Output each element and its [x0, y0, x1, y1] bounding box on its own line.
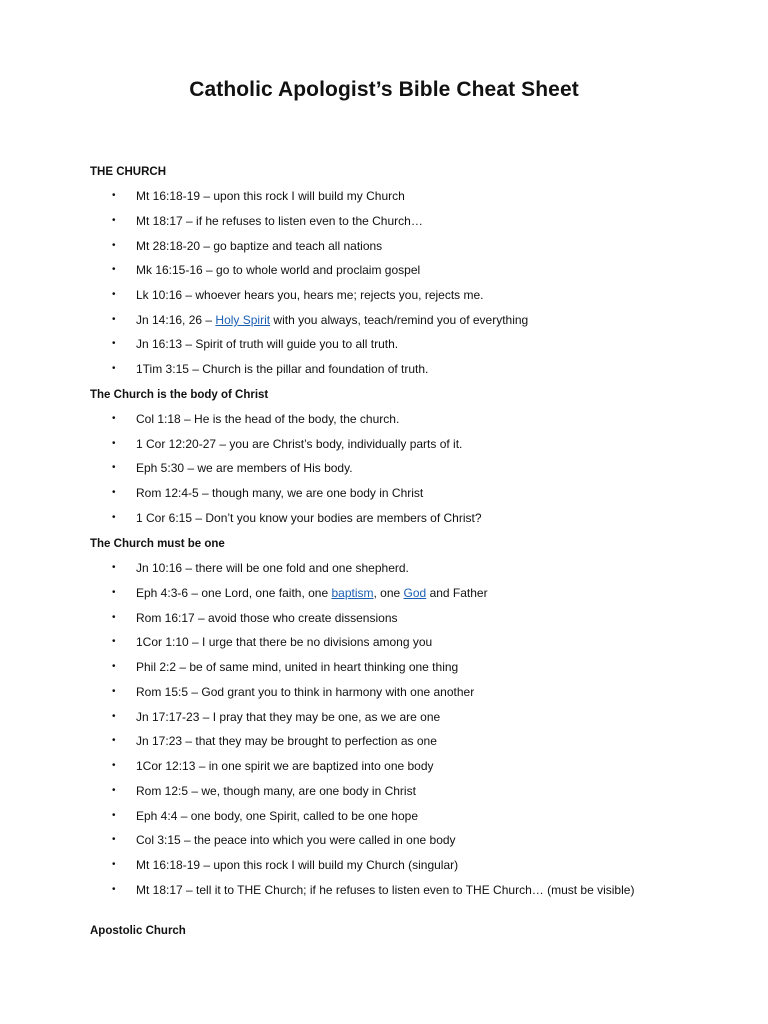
list-item: [112, 213, 672, 229]
bullet: •: [112, 438, 116, 449]
list-item: [112, 238, 672, 254]
list-item-text-mid: , one: [373, 586, 404, 600]
list-item: [112, 485, 672, 501]
list-item-text: Mt 16:18-19 – upon this rock I will build my Church: [136, 189, 405, 203]
bullet: •: [112, 462, 116, 473]
list-item-text: [136, 585, 672, 601]
list-item: [112, 659, 672, 675]
list-item: [112, 610, 672, 626]
list-item: [112, 709, 672, 725]
bullet: •: [112, 587, 116, 598]
bullet: •: [112, 240, 116, 251]
bullet: •: [112, 512, 116, 523]
list-item-text: 1Cor 12:13 – in one spirit we are baptized into one body: [136, 759, 434, 773]
bullet: •: [112, 612, 116, 623]
bullet: •: [112, 215, 116, 226]
list-item-text: Rom 15:5 – God grant you to think in harmony with one another: [136, 685, 475, 699]
list-item-text: Rom 16:17 – avoid those who create dissensions: [136, 611, 398, 625]
bullet: •: [112, 884, 116, 895]
list-item-text: Mt 18:17 – tell it to THE Church; if he refuses to listen even to THE Church… (must be visible): [136, 883, 635, 897]
holy-spirit-link[interactable]: Holy Spirit: [215, 313, 271, 327]
list-item: [112, 832, 672, 848]
bullet: •: [112, 785, 116, 796]
list-item-text: Mk 16:15-16 – go to whole world and proclaim gospel: [136, 263, 421, 277]
list-item: [112, 585, 672, 601]
bullet: •: [112, 711, 116, 722]
list-item: [112, 857, 672, 873]
list-item: [112, 411, 672, 427]
list-item-text: Jn 17:17-23 – I pray that they may be one, as we are one: [136, 710, 441, 724]
list-item-text: 1Cor 1:10 – I urge that there be no divisions among you: [136, 635, 433, 649]
list-item-text: Mt 28:18-20 – go baptize and teach all nations: [136, 239, 383, 253]
list-item-text: [136, 312, 672, 328]
list-item-text: Rom 12:5 – we, though many, are one body in Christ: [136, 784, 416, 798]
bullet: •: [112, 314, 116, 325]
baptism-link[interactable]: baptism: [331, 586, 374, 600]
bullet: •: [112, 190, 116, 201]
list-item-text: Jn 10:16 – there will be one fold and one shepherd.: [136, 561, 409, 575]
bullet: •: [112, 810, 116, 821]
bullet: •: [112, 834, 116, 845]
bullet: •: [112, 363, 116, 374]
list-item: [112, 808, 672, 824]
bullet: •: [112, 859, 116, 870]
list-item: [112, 510, 672, 526]
bullet: •: [112, 289, 116, 300]
bullet: •: [112, 562, 116, 573]
bullet: •: [112, 735, 116, 746]
list-item-text-pre: Eph 4:3-6 – one Lord, one faith, one: [136, 586, 332, 600]
section-heading-the-church: THE CHURCH: [90, 166, 167, 178]
list-item-text: Phil 2:2 – be of same mind, united in heart thinking one thing: [136, 660, 459, 674]
list-item: [112, 783, 672, 799]
list-item: [112, 287, 672, 303]
list-item-text: Eph 5:30 – we are members of His body.: [136, 461, 353, 475]
section-heading-must-be-one: The Church must be one: [90, 538, 225, 550]
list-item: [112, 684, 672, 700]
list-item-text: Col 3:15 – the peace into which you were called in one body: [136, 833, 456, 847]
list-item-text: Lk 10:16 – whoever hears you, hears me; rejects you, rejects me.: [136, 288, 484, 302]
bullet: •: [112, 338, 116, 349]
bullet: •: [112, 661, 116, 672]
list-item: [112, 634, 672, 650]
bullet: •: [112, 636, 116, 647]
list-item-text-post: with you always, teach/remind you of everything: [270, 313, 529, 327]
list-item: [112, 560, 672, 576]
list-item: [112, 312, 672, 328]
list-item: [112, 882, 672, 898]
list-item-text: Jn 17:23 – that they may be brought to perfection as one: [136, 734, 437, 748]
list-item-text: 1 Cor 6:15 – Don’t you know your bodies are members of Christ?: [136, 511, 482, 525]
bullet: •: [112, 413, 116, 424]
list-item: [112, 758, 672, 774]
list-item: [112, 188, 672, 204]
bullet: •: [112, 686, 116, 697]
list-item-text-post: and Father: [426, 586, 488, 600]
god-link[interactable]: God: [403, 586, 427, 600]
list-item-text: Jn 16:13 – Spirit of truth will guide you to all truth.: [136, 337, 399, 351]
list-item: [112, 336, 672, 352]
list-item-text: Col 1:18 – He is the head of the body, the church.: [136, 412, 400, 426]
bullet: •: [112, 264, 116, 275]
list-item-text: 1Tim 3:15 – Church is the pillar and foundation of truth.: [136, 362, 429, 376]
list-item: [112, 436, 672, 452]
list-item-text: Mt 16:18-19 – upon this rock I will build my Church (singular): [136, 858, 459, 872]
list-item: [112, 361, 672, 377]
page-title: Catholic Apologist’s Bible Cheat Sheet: [189, 78, 579, 101]
list-item: [112, 262, 672, 278]
section-heading-apostolic-church: Apostolic Church: [90, 925, 186, 937]
list-item-text: Eph 4:4 – one body, one Spirit, called to be one hope: [136, 809, 418, 823]
list-item: [112, 460, 672, 476]
section-heading-body-of-christ: The Church is the body of Christ: [90, 389, 269, 401]
bullet: •: [112, 487, 116, 498]
list-item-text: Mt 18:17 – if he refuses to listen even to the Church…: [136, 214, 423, 228]
list-item: [112, 733, 672, 749]
list-item-text: 1 Cor 12:20-27 – you are Christ’s body, individually parts of it.: [136, 437, 463, 451]
bullet: •: [112, 760, 116, 771]
list-item-text-pre: Jn 14:16, 26 –: [136, 313, 216, 327]
list-item-text: Rom 12:4-5 – though many, we are one body in Christ: [136, 486, 424, 500]
